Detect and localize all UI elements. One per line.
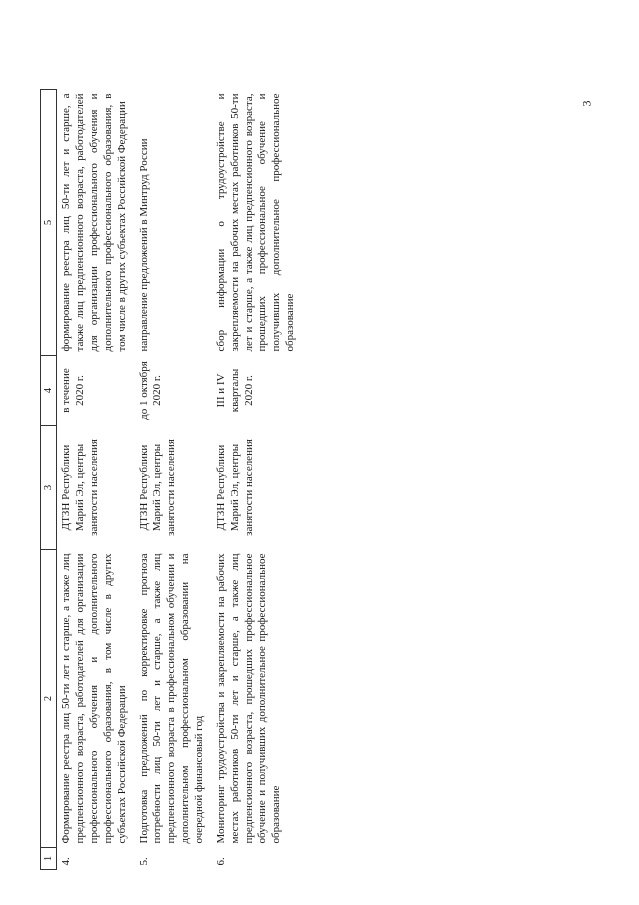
deadline-cell: в течение 2020 г.: [60, 368, 87, 413]
result-cell: направление предложений в Минтруд России: [137, 138, 150, 352]
row-number: 4.: [60, 857, 73, 866]
table-row: [213, 90, 300, 870]
result-cell: сбор информации о трудоустройстве и закрепляемости на рабочих местах работников 50-ти лет и старше, а также лиц предпенсионного возраста, прошедших профессиональное обучение и получивших дополнительное профессиональное образование: [214, 93, 297, 352]
measures-table: [40, 89, 300, 870]
event-cell: Подготовка предложений по корректировке прогноза потребности лиц 50-ти лет и старше, а также лиц предпенсионного возраста в профессиональном обучении и дополнительном профессиональном образовании на очередной финансовый год: [137, 553, 205, 844]
column-header-2: 2: [41, 550, 57, 848]
event-cell: Мониторинг трудоустройства и закрепляемости на рабочих местах работников 50-ти лет и старше, а также лиц предпенсионного возраста, прошедших профессиональное обучение и получивших дополнительное профессиональное образование: [214, 553, 283, 844]
deadline-cell: до 1 октября 2020 г.: [137, 361, 164, 420]
rotated-table-container: [40, 90, 540, 870]
executor-cell: ДТЗН Республики Марий Эл, центры занятости населения: [60, 439, 100, 536]
table-header: [41, 90, 57, 870]
executor-cell: ДТЗН Республики Марий Эл, центры занятости населения: [214, 439, 255, 536]
result-cell: формирование реестра лиц 50-ти лет и старше, а также лиц предпенсионного возраста, работодателей для организации профессионального обучения и дополнительного профессионального образования, в том числе в других субъектах Российской Федерации: [60, 93, 128, 352]
event-cell: Формирование реестра лиц 50-ти лет и старше, а также лиц предпенсионного возраста, работодателей для организации профессионального обучения и дополнительного профессионального образования, в том числе в других субъектах Российской Федерации: [60, 553, 128, 844]
column-header-3: 3: [41, 426, 57, 550]
column-header-4: 4: [41, 356, 57, 426]
row-number: 5.: [137, 857, 150, 866]
executor-cell: ДТЗН Республики Марий Эл, центры занятости населения: [137, 439, 178, 536]
column-header-1: 1: [41, 848, 57, 870]
page-number: 3: [579, 100, 594, 107]
deadline-cell: III и IV кварталы 2020 г.: [214, 368, 255, 413]
table-row: [136, 90, 213, 870]
row-number: 6.: [214, 857, 227, 866]
column-header-5: 5: [41, 90, 57, 356]
table-row: [57, 90, 136, 870]
